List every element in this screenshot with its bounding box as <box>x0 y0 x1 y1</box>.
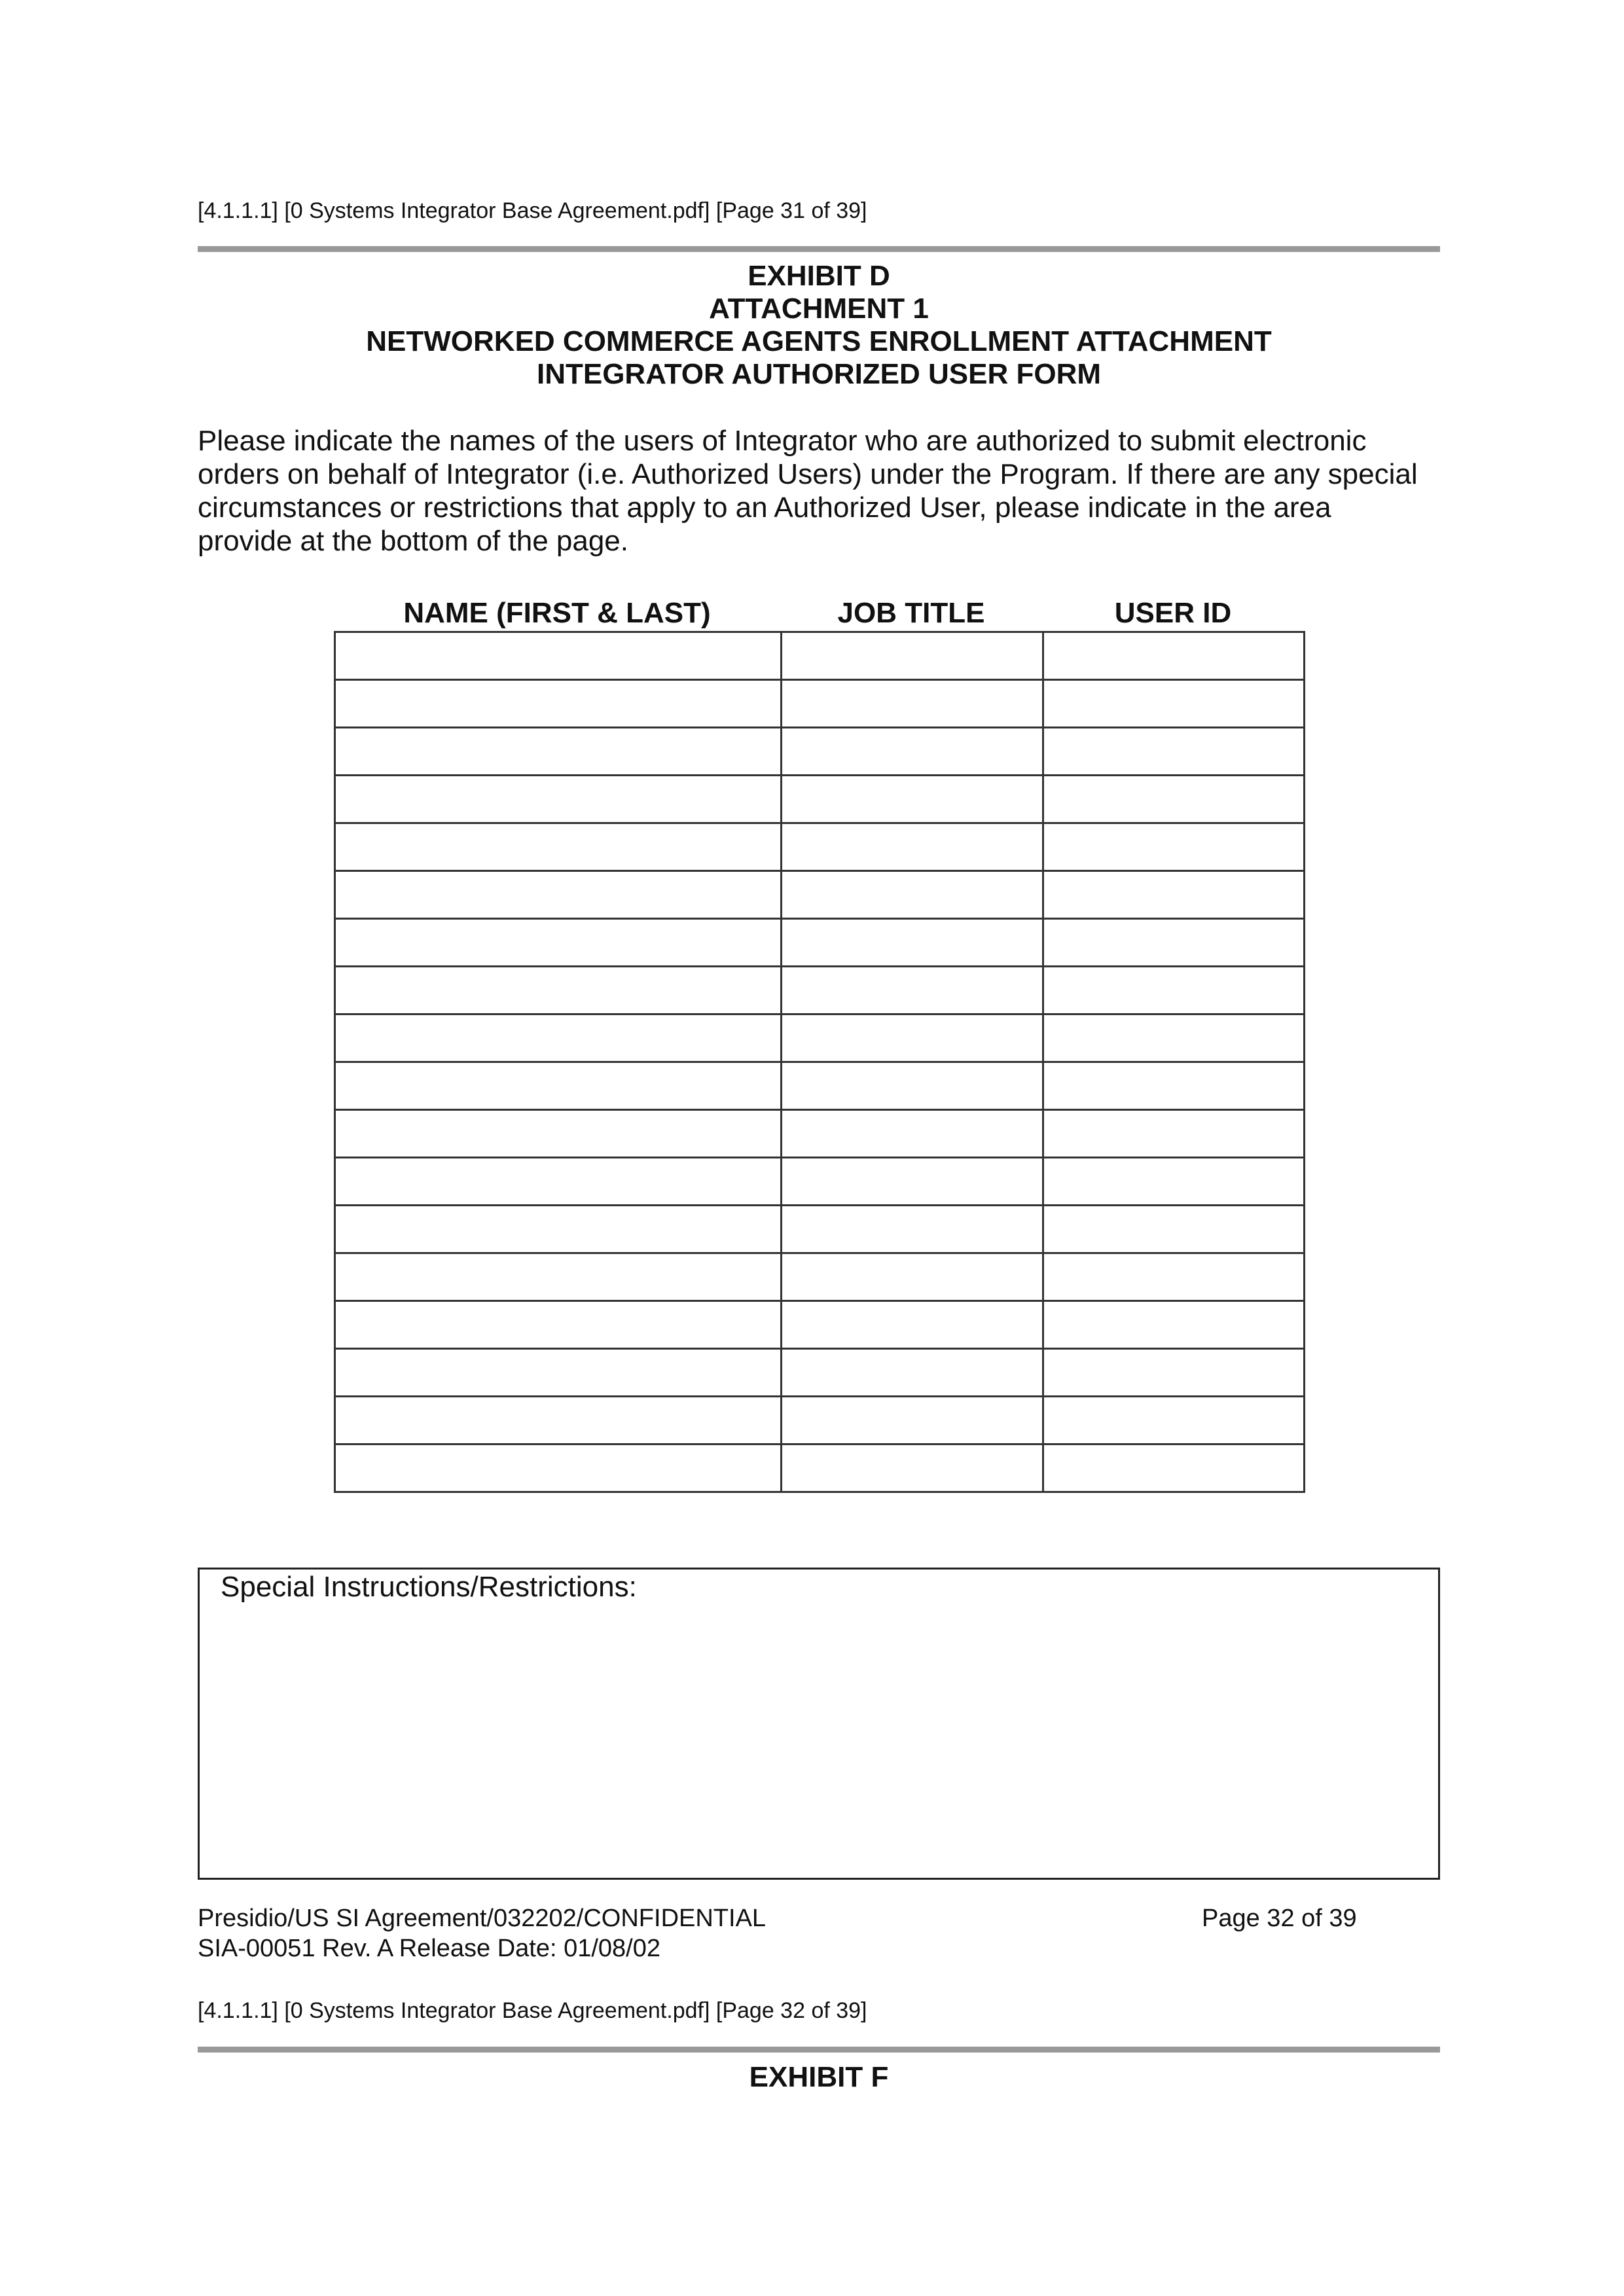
job-title-cell[interactable] <box>782 1253 1043 1301</box>
job-title-cell[interactable] <box>782 1301 1043 1349</box>
table-row <box>335 728 1305 776</box>
user-id-cell[interactable] <box>1043 1349 1305 1397</box>
name-cell[interactable] <box>335 1253 782 1301</box>
name-cell[interactable] <box>335 967 782 1014</box>
table-row <box>335 1206 1305 1253</box>
table-row <box>335 1301 1305 1349</box>
intro-line: orders on behalf of Integrator (i.e. Authorized Users) under the Program. If there are any special <box>198 458 1418 490</box>
table-row <box>335 1349 1305 1397</box>
job-title-cell[interactable] <box>782 728 1043 776</box>
name-cell[interactable] <box>335 919 782 967</box>
name-cell[interactable] <box>335 1110 782 1158</box>
next-exhibit-heading: EXHIBIT F <box>749 2061 889 2093</box>
divider-bottom <box>198 2047 1440 2053</box>
name-cell[interactable] <box>335 1158 782 1206</box>
exhibit-heading: EXHIBIT D <box>748 260 890 292</box>
user-id-cell[interactable] <box>1043 871 1305 919</box>
table-row <box>335 823 1305 871</box>
table-row <box>335 1397 1305 1444</box>
table-row <box>335 1158 1305 1206</box>
job-title-cell[interactable] <box>782 1110 1043 1158</box>
job-title-cell[interactable] <box>782 776 1043 823</box>
user-id-cell[interactable] <box>1043 776 1305 823</box>
name-cell[interactable] <box>335 1349 782 1397</box>
special-instructions-label: Special Instructions/Restrictions: <box>221 1571 637 1603</box>
divider-top <box>198 246 1440 252</box>
page-marker-top: [4.1.1.1] [0 Systems Integrator Base Agreement.pdf] [Page 31 of 39] <box>198 198 867 223</box>
user-id-cell[interactable] <box>1043 1253 1305 1301</box>
user-id-cell[interactable] <box>1043 1014 1305 1062</box>
job-title-cell[interactable] <box>782 632 1043 680</box>
name-cell[interactable] <box>335 871 782 919</box>
name-cell[interactable] <box>335 1206 782 1253</box>
job-title-cell[interactable] <box>782 1062 1043 1110</box>
job-title-cell[interactable] <box>782 967 1043 1014</box>
job-title-cell[interactable] <box>782 919 1043 967</box>
job-title-cell[interactable] <box>782 823 1043 871</box>
job-title-cell[interactable] <box>782 1349 1043 1397</box>
user-id-cell[interactable] <box>1043 728 1305 776</box>
user-id-cell[interactable] <box>1043 1397 1305 1444</box>
footer-revision-line: SIA-00051 Rev. A Release Date: 01/08/02 <box>198 1935 660 1962</box>
user-id-cell[interactable] <box>1043 632 1305 680</box>
table-row <box>335 871 1305 919</box>
user-id-cell[interactable] <box>1043 680 1305 728</box>
name-cell[interactable] <box>335 1062 782 1110</box>
attachment-heading: ATTACHMENT 1 <box>709 293 929 325</box>
name-cell[interactable] <box>335 728 782 776</box>
name-cell[interactable] <box>335 632 782 680</box>
job-title-cell[interactable] <box>782 871 1043 919</box>
name-cell[interactable] <box>335 776 782 823</box>
table-row <box>335 776 1305 823</box>
name-cell[interactable] <box>335 1301 782 1349</box>
table-row <box>335 680 1305 728</box>
user-id-cell[interactable] <box>1043 967 1305 1014</box>
page-marker-bottom: [4.1.1.1] [0 Systems Integrator Base Agreement.pdf] [Page 32 of 39] <box>198 1998 867 2023</box>
special-instructions-box[interactable] <box>198 1568 1440 1880</box>
user-id-cell[interactable] <box>1043 823 1305 871</box>
intro-paragraph <box>198 424 1454 558</box>
user-id-cell[interactable] <box>1043 1062 1305 1110</box>
footer-agreement-line: Presidio/US SI Agreement/032202/CONFIDENTIAL <box>198 1905 767 1932</box>
authorized-users-table <box>334 631 1305 1493</box>
footer-left <box>198 1903 766 1964</box>
job-title-cell[interactable] <box>782 680 1043 728</box>
job-title-cell[interactable] <box>782 1444 1043 1492</box>
name-cell[interactable] <box>335 1397 782 1444</box>
name-cell[interactable] <box>335 680 782 728</box>
table-row <box>335 967 1305 1014</box>
name-cell[interactable] <box>335 1014 782 1062</box>
user-id-cell[interactable] <box>1043 1110 1305 1158</box>
table-row <box>335 1110 1305 1158</box>
table-row <box>335 1014 1305 1062</box>
column-header-name: NAME (FIRST & LAST) <box>403 597 711 629</box>
table-row <box>335 632 1305 680</box>
user-id-cell[interactable] <box>1043 1158 1305 1206</box>
job-title-cell[interactable] <box>782 1158 1043 1206</box>
user-id-cell[interactable] <box>1043 1301 1305 1349</box>
job-title-cell[interactable] <box>782 1014 1043 1062</box>
table-row <box>335 1062 1305 1110</box>
table-row <box>335 1444 1305 1492</box>
intro-line: circumstances or restrictions that apply to an Authorized User, please indicate in the area <box>198 492 1331 524</box>
name-cell[interactable] <box>335 823 782 871</box>
column-header-job-title: JOB TITLE <box>837 597 985 629</box>
job-title-cell[interactable] <box>782 1397 1043 1444</box>
table-row <box>335 919 1305 967</box>
user-id-cell[interactable] <box>1043 1444 1305 1492</box>
user-id-cell[interactable] <box>1043 1206 1305 1253</box>
user-id-cell[interactable] <box>1043 919 1305 967</box>
footer-page-number: Page 32 of 39 <box>1202 1905 1357 1932</box>
name-cell[interactable] <box>335 1444 782 1492</box>
intro-line: Please indicate the names of the users of Integrator who are authorized to submit electronic <box>198 425 1367 457</box>
job-title-cell[interactable] <box>782 1206 1043 1253</box>
form-subtitle: INTEGRATOR AUTHORIZED USER FORM <box>536 358 1102 390</box>
column-header-user-id: USER ID <box>1114 597 1232 629</box>
table-row <box>335 1253 1305 1301</box>
intro-line: provide at the bottom of the page. <box>198 525 629 557</box>
form-title: NETWORKED COMMERCE AGENTS ENROLLMENT ATTACHMENT <box>366 325 1272 357</box>
